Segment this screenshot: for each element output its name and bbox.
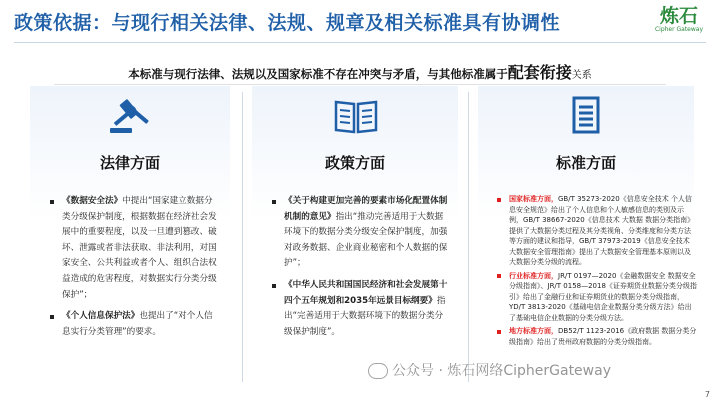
list-item: 《关于构建更加完善的要素市场化配置体制机制的意见》指出“推动完善适用于大数据环境下的数据分类分级安全保护制度，加强对政务数据、企业商业秘密和个人数据的保护”； [272, 194, 450, 272]
slide-subtitle [0, 60, 720, 83]
document-icon [562, 96, 610, 136]
law-heading: 法律方面 [99, 154, 160, 172]
subtitle-suffix: 关系 [571, 70, 592, 81]
law-list [50, 194, 220, 346]
page-title: 政策依据：与现行相关法律、法规、规章及相关标准具有协调性 [14, 12, 561, 34]
list-item: 地方标准方面，DB52/T 1123-2016《政府数据 数据分类分级指南》给出了贵州政府数据的分类分级指南。 [497, 326, 697, 347]
brand-subtitle: Cipher Gateway [654, 26, 704, 33]
brand-logo [648, 6, 710, 34]
subtitle-emphasis: 配套衔接 [507, 63, 572, 82]
standard-heading: 标准方面 [555, 154, 616, 172]
gavel-icon [106, 96, 154, 136]
book-icon [332, 96, 380, 136]
policy-list [272, 194, 450, 346]
list-item: 国家标准方面，GB/T 35273-2020《信息安全技术 个人信息安全规范》给出了个人信息和个人敏感信息的类别及示例，GB/T 38667-2020《信息技术 大数据 数据分类指南》提供了大数据分类过程及其分类视角、分类维度和分类方法等方面的建议和指导，GB/T 37973-2019《信息安全技术 大数据安全管理指南》提出了大数据安全管理基本原则以及大数据分类分级的流程。 [497, 194, 697, 268]
column-divider [242, 92, 243, 382]
column-divider [468, 92, 469, 382]
subtitle-prefix: 本标准与现行法律、法规以及国家标准不存在冲突与矛盾，与其他标准属于 [128, 67, 508, 81]
wechat-icon [368, 363, 388, 379]
list-item: 行业标准方面，JR/T 0197—2020《金融数据安全 数据安全分级指南》、JR/T 0158—2018《证券期货业数据分类分级指引》给出了金融行业和证券期货业的数据分类分级指南，YD/T 3813-2020《基础电信企业数据分类分级方法》给出了基础电信企业数据的分类分级方法。 [497, 271, 697, 324]
subtitle-divider [54, 84, 666, 85]
policy-heading: 政策方面 [324, 154, 385, 172]
list-item: 《中华人民共和国国民经济和社会发展第十四个五年规划和2035年远景目标纲要》指出“完善适用于大数据环境下的数据分类分级保护制度”。 [272, 278, 450, 340]
watermark: 公众号 · 炼石网络CipherGateway [368, 360, 611, 380]
page-number: 7 [704, 390, 710, 399]
list-item: 《数据安全法》中提出“国家建立数据分类分级保护制度，根据数据在经济社会发展中的重要程度，以及一旦遭到篡改、破坏、泄露或者非法获取、非法利用，对国家安全、公共利益或者个人、组织合法权益造成的危害程度，对数据实行分类分级保护”； [50, 194, 220, 303]
list-item: 《个人信息保护法》也提出了“对个人信息实行分类管理”的要求。 [50, 309, 220, 340]
standard-list [497, 194, 697, 350]
brand-name: 炼石 [659, 5, 698, 27]
title-divider [14, 42, 706, 43]
